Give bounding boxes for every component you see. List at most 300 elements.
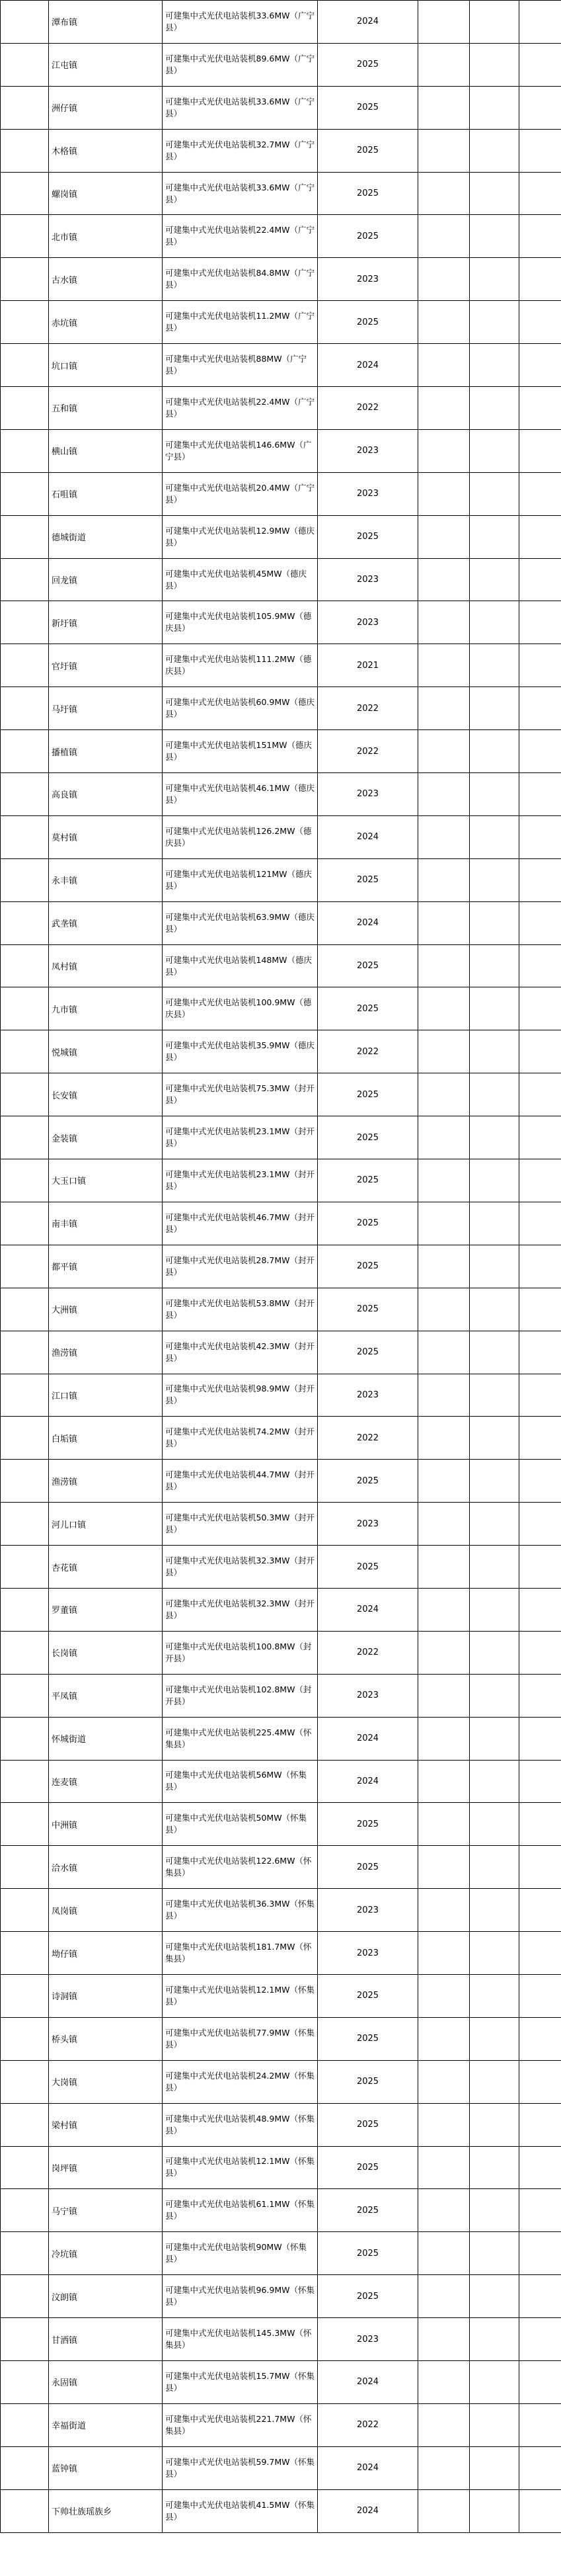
index-cell[interactable] (1, 2060, 49, 2103)
description-cell[interactable]: 可建集中式光伏电站装机35.9MW（德庆县） (163, 1030, 318, 1073)
index-cell[interactable] (1, 1245, 49, 1288)
index-cell[interactable] (1, 1, 49, 44)
empty-cell[interactable] (470, 43, 519, 86)
town-cell[interactable]: 渔涝镇 (49, 1331, 163, 1374)
index-cell[interactable] (1, 515, 49, 558)
empty-cell[interactable] (470, 1803, 519, 1846)
year-cell[interactable]: 2023 (318, 1374, 418, 1417)
year-cell[interactable]: 2024 (318, 2360, 418, 2403)
town-cell[interactable]: 下帅壮族瑶族乡 (49, 2489, 163, 2532)
empty-cell[interactable] (470, 901, 519, 944)
empty-cell[interactable] (418, 172, 470, 215)
index-cell[interactable] (1, 429, 49, 472)
description-cell[interactable]: 可建集中式光伏电站装机46.1MW（德庆县） (163, 773, 318, 816)
empty-cell[interactable] (519, 2103, 561, 2146)
empty-cell[interactable] (470, 344, 519, 387)
empty-cell[interactable] (418, 1889, 470, 1932)
empty-cell[interactable] (470, 815, 519, 858)
description-cell[interactable]: 可建集中式光伏电站装机15.7MW（怀集县） (163, 2360, 318, 2403)
year-cell[interactable]: 2025 (318, 2146, 418, 2189)
empty-cell[interactable] (418, 301, 470, 344)
description-cell[interactable]: 可建集中式光伏电站装机75.3MW（封开县） (163, 1073, 318, 1116)
empty-cell[interactable] (418, 2060, 470, 2103)
index-cell[interactable] (1, 472, 49, 515)
index-cell[interactable] (1, 1159, 49, 1202)
empty-cell[interactable] (418, 687, 470, 730)
description-cell[interactable]: 可建集中式光伏电站装机53.8MW（封开县） (163, 1288, 318, 1331)
town-cell[interactable]: 洽水镇 (49, 1846, 163, 1889)
town-cell[interactable]: 坑口镇 (49, 344, 163, 387)
empty-cell[interactable] (470, 2232, 519, 2275)
empty-cell[interactable] (470, 2275, 519, 2318)
year-cell[interactable]: 2021 (318, 644, 418, 687)
description-cell[interactable]: 可建集中式光伏电站装机45MW（德庆县） (163, 558, 318, 601)
description-cell[interactable]: 可建集中式光伏电站装机96.9MW（怀集县） (163, 2275, 318, 2318)
empty-cell[interactable] (418, 1202, 470, 1245)
index-cell[interactable] (1, 644, 49, 687)
index-cell[interactable] (1, 601, 49, 644)
description-cell[interactable]: 可建集中式光伏电站装机12.9MW（德庆县） (163, 515, 318, 558)
empty-cell[interactable] (418, 2017, 470, 2060)
empty-cell[interactable] (418, 1030, 470, 1073)
empty-cell[interactable] (418, 1159, 470, 1202)
empty-cell[interactable] (470, 429, 519, 472)
empty-cell[interactable] (470, 1503, 519, 1546)
empty-cell[interactable] (519, 1331, 561, 1374)
empty-cell[interactable] (470, 472, 519, 515)
town-cell[interactable]: 石咀镇 (49, 472, 163, 515)
index-cell[interactable] (1, 1417, 49, 1460)
index-cell[interactable] (1, 1073, 49, 1116)
empty-cell[interactable] (519, 2275, 561, 2318)
empty-cell[interactable] (519, 987, 561, 1030)
town-cell[interactable]: 都平镇 (49, 1245, 163, 1288)
description-cell[interactable]: 可建集中式光伏电站装机126.2MW（德庆县） (163, 815, 318, 858)
empty-cell[interactable] (519, 1159, 561, 1202)
description-cell[interactable]: 可建集中式光伏电站装机24.2MW（怀集县） (163, 2060, 318, 2103)
description-cell[interactable]: 可建集中式光伏电站装机42.3MW（封开县） (163, 1331, 318, 1374)
empty-cell[interactable] (470, 1932, 519, 1975)
empty-cell[interactable] (470, 1546, 519, 1589)
empty-cell[interactable] (470, 1417, 519, 1460)
empty-cell[interactable] (418, 601, 470, 644)
year-cell[interactable]: 2022 (318, 1417, 418, 1460)
empty-cell[interactable] (470, 215, 519, 258)
empty-cell[interactable] (519, 1546, 561, 1589)
town-cell[interactable]: 赤坑镇 (49, 301, 163, 344)
empty-cell[interactable] (418, 1288, 470, 1331)
empty-cell[interactable] (519, 901, 561, 944)
index-cell[interactable] (1, 858, 49, 901)
index-cell[interactable] (1, 2489, 49, 2532)
year-cell[interactable]: 2023 (318, 1674, 418, 1717)
empty-cell[interactable] (418, 2146, 470, 2189)
empty-cell[interactable] (418, 1760, 470, 1803)
index-cell[interactable] (1, 1460, 49, 1503)
year-cell[interactable]: 2025 (318, 1974, 418, 2017)
empty-cell[interactable] (519, 1417, 561, 1460)
year-cell[interactable]: 2025 (318, 2189, 418, 2232)
empty-cell[interactable] (418, 258, 470, 301)
year-cell[interactable]: 2025 (318, 1803, 418, 1846)
year-cell[interactable]: 2025 (318, 1073, 418, 1116)
empty-cell[interactable] (470, 1030, 519, 1073)
empty-cell[interactable] (470, 773, 519, 816)
town-cell[interactable]: 播植镇 (49, 730, 163, 773)
index-cell[interactable] (1, 2146, 49, 2189)
empty-cell[interactable] (418, 86, 470, 129)
empty-cell[interactable] (470, 2489, 519, 2532)
year-cell[interactable]: 2023 (318, 429, 418, 472)
index-cell[interactable] (1, 1503, 49, 1546)
empty-cell[interactable] (418, 1073, 470, 1116)
empty-cell[interactable] (470, 1717, 519, 1760)
year-cell[interactable]: 2024 (318, 2446, 418, 2489)
empty-cell[interactable] (519, 1932, 561, 1975)
year-cell[interactable]: 2025 (318, 2232, 418, 2275)
town-cell[interactable]: 马宁镇 (49, 2189, 163, 2232)
empty-cell[interactable] (519, 601, 561, 644)
year-cell[interactable]: 2025 (318, 301, 418, 344)
year-cell[interactable]: 2025 (318, 86, 418, 129)
year-cell[interactable]: 2025 (318, 215, 418, 258)
year-cell[interactable]: 2024 (318, 2489, 418, 2532)
empty-cell[interactable] (519, 644, 561, 687)
description-cell[interactable]: 可建集中式光伏电站装机63.9MW（德庆县） (163, 901, 318, 944)
empty-cell[interactable] (470, 86, 519, 129)
description-cell[interactable]: 可建集中式光伏电站装机12.1MW（怀集县） (163, 1974, 318, 2017)
town-cell[interactable]: 大玉口镇 (49, 1159, 163, 1202)
index-cell[interactable] (1, 1288, 49, 1331)
empty-cell[interactable] (470, 1, 519, 44)
empty-cell[interactable] (470, 1460, 519, 1503)
town-cell[interactable]: 诗洞镇 (49, 1974, 163, 2017)
index-cell[interactable] (1, 1889, 49, 1932)
description-cell[interactable]: 可建集中式光伏电站装机28.7MW（封开县） (163, 1245, 318, 1288)
town-cell[interactable]: 大洲镇 (49, 1288, 163, 1331)
empty-cell[interactable] (470, 1374, 519, 1417)
year-cell[interactable]: 2025 (318, 1116, 418, 1159)
year-cell[interactable]: 2023 (318, 472, 418, 515)
description-cell[interactable]: 可建集中式光伏电站装机100.8MW（封开县） (163, 1631, 318, 1674)
year-cell[interactable]: 2025 (318, 1460, 418, 1503)
town-cell[interactable]: 蓝钟镇 (49, 2446, 163, 2489)
description-cell[interactable]: 可建集中式光伏电站装机48.9MW（怀集县） (163, 2103, 318, 2146)
description-cell[interactable]: 可建集中式光伏电站装机98.9MW（封开县） (163, 1374, 318, 1417)
empty-cell[interactable] (519, 1202, 561, 1245)
description-cell[interactable]: 可建集中式光伏电站装机77.9MW（怀集县） (163, 2017, 318, 2060)
town-cell[interactable]: 马圩镇 (49, 687, 163, 730)
index-cell[interactable] (1, 1974, 49, 2017)
empty-cell[interactable] (470, 301, 519, 344)
empty-cell[interactable] (418, 1974, 470, 2017)
year-cell[interactable]: 2023 (318, 2318, 418, 2361)
index-cell[interactable] (1, 2446, 49, 2489)
year-cell[interactable]: 2025 (318, 987, 418, 1030)
year-cell[interactable]: 2025 (318, 1288, 418, 1331)
empty-cell[interactable] (519, 2189, 561, 2232)
empty-cell[interactable] (418, 1631, 470, 1674)
description-cell[interactable]: 可建集中式光伏电站装机56MW（怀集县） (163, 1760, 318, 1803)
empty-cell[interactable] (418, 2403, 470, 2446)
empty-cell[interactable] (519, 1674, 561, 1717)
year-cell[interactable]: 2025 (318, 2017, 418, 2060)
description-cell[interactable]: 可建集中式光伏电站装机88MW（广宁县） (163, 344, 318, 387)
town-cell[interactable]: 洲仔镇 (49, 86, 163, 129)
year-cell[interactable]: 2025 (318, 1159, 418, 1202)
description-cell[interactable]: 可建集中式光伏电站装机32.7MW（广宁县） (163, 129, 318, 172)
town-cell[interactable]: 凤岗镇 (49, 1889, 163, 1932)
empty-cell[interactable] (418, 1588, 470, 1631)
empty-cell[interactable] (519, 301, 561, 344)
empty-cell[interactable] (470, 644, 519, 687)
index-cell[interactable] (1, 301, 49, 344)
empty-cell[interactable] (418, 2446, 470, 2489)
year-cell[interactable]: 2024 (318, 901, 418, 944)
empty-cell[interactable] (470, 2017, 519, 2060)
empty-cell[interactable] (418, 1932, 470, 1975)
index-cell[interactable] (1, 1631, 49, 1674)
town-cell[interactable]: 凤村镇 (49, 944, 163, 987)
town-cell[interactable]: 连麦镇 (49, 1760, 163, 1803)
empty-cell[interactable] (418, 1546, 470, 1589)
empty-cell[interactable] (418, 901, 470, 944)
description-cell[interactable]: 可建集中式光伏电站装机122.6MW（怀集县） (163, 1846, 318, 1889)
empty-cell[interactable] (470, 1588, 519, 1631)
year-cell[interactable]: 2025 (318, 1846, 418, 1889)
empty-cell[interactable] (519, 215, 561, 258)
town-cell[interactable]: 北市镇 (49, 215, 163, 258)
description-cell[interactable]: 可建集中式光伏电站装机41.5MW（怀集县） (163, 2489, 318, 2532)
empty-cell[interactable] (519, 1374, 561, 1417)
empty-cell[interactable] (519, 172, 561, 215)
description-cell[interactable]: 可建集中式光伏电站装机84.8MW（广宁县） (163, 258, 318, 301)
year-cell[interactable]: 2022 (318, 1030, 418, 1073)
town-cell[interactable]: 莫村镇 (49, 815, 163, 858)
town-cell[interactable]: 永丰镇 (49, 858, 163, 901)
description-cell[interactable]: 可建集中式光伏电站装机151MW（德庆县） (163, 730, 318, 773)
town-cell[interactable]: 白垢镇 (49, 1417, 163, 1460)
empty-cell[interactable] (418, 1331, 470, 1374)
index-cell[interactable] (1, 1374, 49, 1417)
empty-cell[interactable] (418, 2318, 470, 2361)
index-cell[interactable] (1, 172, 49, 215)
index-cell[interactable] (1, 2103, 49, 2146)
empty-cell[interactable] (470, 1245, 519, 1288)
description-cell[interactable]: 可建集中式光伏电站装机22.4MW（广宁县） (163, 387, 318, 430)
year-cell[interactable]: 2023 (318, 1932, 418, 1975)
empty-cell[interactable] (519, 1588, 561, 1631)
year-cell[interactable]: 2023 (318, 773, 418, 816)
empty-cell[interactable] (418, 1717, 470, 1760)
empty-cell[interactable] (519, 1846, 561, 1889)
empty-cell[interactable] (519, 1073, 561, 1116)
empty-cell[interactable] (519, 1631, 561, 1674)
town-cell[interactable]: 大岗镇 (49, 2060, 163, 2103)
description-cell[interactable]: 可建集中式光伏电站装机36.3MW（怀集县） (163, 1889, 318, 1932)
empty-cell[interactable] (470, 172, 519, 215)
description-cell[interactable]: 可建集中式光伏电站装机89.6MW（广宁县） (163, 43, 318, 86)
empty-cell[interactable] (519, 773, 561, 816)
empty-cell[interactable] (470, 1202, 519, 1245)
empty-cell[interactable] (418, 344, 470, 387)
empty-cell[interactable] (519, 1116, 561, 1159)
empty-cell[interactable] (470, 515, 519, 558)
empty-cell[interactable] (519, 1245, 561, 1288)
year-cell[interactable]: 2025 (318, 1202, 418, 1245)
empty-cell[interactable] (470, 858, 519, 901)
empty-cell[interactable] (519, 858, 561, 901)
empty-cell[interactable] (519, 558, 561, 601)
description-cell[interactable]: 可建集中式光伏电站装机23.1MW（封开县） (163, 1159, 318, 1202)
town-cell[interactable]: 武垄镇 (49, 901, 163, 944)
empty-cell[interactable] (519, 1974, 561, 2017)
index-cell[interactable] (1, 730, 49, 773)
empty-cell[interactable] (519, 2146, 561, 2189)
year-cell[interactable]: 2025 (318, 515, 418, 558)
description-cell[interactable]: 可建集中式光伏电站装机181.7MW（怀集县） (163, 1932, 318, 1975)
town-cell[interactable]: 五和镇 (49, 387, 163, 430)
town-cell[interactable]: 金装镇 (49, 1116, 163, 1159)
town-cell[interactable]: 坳仔镇 (49, 1932, 163, 1975)
empty-cell[interactable] (418, 644, 470, 687)
index-cell[interactable] (1, 2017, 49, 2060)
empty-cell[interactable] (519, 2318, 561, 2361)
empty-cell[interactable] (519, 258, 561, 301)
empty-cell[interactable] (418, 387, 470, 430)
empty-cell[interactable] (470, 2360, 519, 2403)
empty-cell[interactable] (418, 429, 470, 472)
description-cell[interactable]: 可建集中式光伏电站装机221.7MW（怀集县） (163, 2403, 318, 2446)
empty-cell[interactable] (470, 258, 519, 301)
year-cell[interactable]: 2025 (318, 43, 418, 86)
index-cell[interactable] (1, 901, 49, 944)
index-cell[interactable] (1, 773, 49, 816)
empty-cell[interactable] (519, 815, 561, 858)
town-cell[interactable]: 桥头镇 (49, 2017, 163, 2060)
empty-cell[interactable] (418, 2489, 470, 2532)
index-cell[interactable] (1, 129, 49, 172)
empty-cell[interactable] (519, 429, 561, 472)
empty-cell[interactable] (519, 129, 561, 172)
empty-cell[interactable] (470, 1846, 519, 1889)
empty-cell[interactable] (418, 2189, 470, 2232)
empty-cell[interactable] (519, 730, 561, 773)
town-cell[interactable]: 木格镇 (49, 129, 163, 172)
empty-cell[interactable] (470, 2318, 519, 2361)
town-cell[interactable]: 长安镇 (49, 1073, 163, 1116)
description-cell[interactable]: 可建集中式光伏电站装机11.2MW（广宁县） (163, 301, 318, 344)
description-cell[interactable]: 可建集中式光伏电站装机32.3MW（封开县） (163, 1588, 318, 1631)
index-cell[interactable] (1, 1846, 49, 1889)
town-cell[interactable]: 长岗镇 (49, 1631, 163, 1674)
empty-cell[interactable] (470, 2446, 519, 2489)
description-cell[interactable]: 可建集中式光伏电站装机146.6MW（广宁县） (163, 429, 318, 472)
index-cell[interactable] (1, 2275, 49, 2318)
description-cell[interactable]: 可建集中式光伏电站装机74.2MW（封开县） (163, 1417, 318, 1460)
empty-cell[interactable] (418, 1245, 470, 1288)
empty-cell[interactable] (519, 1717, 561, 1760)
description-cell[interactable]: 可建集中式光伏电站装机46.7MW（封开县） (163, 1202, 318, 1245)
description-cell[interactable]: 可建集中式光伏电站装机33.6MW（广宁县） (163, 86, 318, 129)
town-cell[interactable]: 平凤镇 (49, 1674, 163, 1717)
empty-cell[interactable] (519, 1889, 561, 1932)
town-cell[interactable]: 官圩镇 (49, 644, 163, 687)
description-cell[interactable]: 可建集中式光伏电站装机50MW（怀集县） (163, 1803, 318, 1846)
town-cell[interactable]: 南丰镇 (49, 1202, 163, 1245)
empty-cell[interactable] (470, 1760, 519, 1803)
empty-cell[interactable] (519, 1030, 561, 1073)
index-cell[interactable] (1, 344, 49, 387)
empty-cell[interactable] (519, 2360, 561, 2403)
year-cell[interactable]: 2025 (318, 2103, 418, 2146)
empty-cell[interactable] (418, 987, 470, 1030)
index-cell[interactable] (1, 1546, 49, 1589)
empty-cell[interactable] (470, 1974, 519, 2017)
year-cell[interactable]: 2025 (318, 944, 418, 987)
empty-cell[interactable] (519, 2489, 561, 2532)
town-cell[interactable]: 永固镇 (49, 2360, 163, 2403)
year-cell[interactable]: 2024 (318, 1588, 418, 1631)
empty-cell[interactable] (418, 2275, 470, 2318)
empty-cell[interactable] (519, 86, 561, 129)
town-cell[interactable]: 高良镇 (49, 773, 163, 816)
town-cell[interactable]: 新圩镇 (49, 601, 163, 644)
index-cell[interactable] (1, 43, 49, 86)
index-cell[interactable] (1, 944, 49, 987)
empty-cell[interactable] (418, 2360, 470, 2403)
empty-cell[interactable] (418, 2103, 470, 2146)
index-cell[interactable] (1, 1760, 49, 1803)
index-cell[interactable] (1, 1202, 49, 1245)
description-cell[interactable]: 可建集中式光伏电站装机121MW（德庆县） (163, 858, 318, 901)
index-cell[interactable] (1, 1030, 49, 1073)
index-cell[interactable] (1, 215, 49, 258)
empty-cell[interactable] (418, 1, 470, 44)
empty-cell[interactable] (519, 1460, 561, 1503)
empty-cell[interactable] (470, 129, 519, 172)
description-cell[interactable]: 可建集中式光伏电站装机44.7MW（封开县） (163, 1460, 318, 1503)
empty-cell[interactable] (418, 1116, 470, 1159)
year-cell[interactable]: 2025 (318, 2275, 418, 2318)
empty-cell[interactable] (418, 558, 470, 601)
empty-cell[interactable] (418, 730, 470, 773)
year-cell[interactable]: 2025 (318, 172, 418, 215)
index-cell[interactable] (1, 2403, 49, 2446)
index-cell[interactable] (1, 987, 49, 1030)
empty-cell[interactable] (470, 1116, 519, 1159)
town-cell[interactable]: 横山镇 (49, 429, 163, 472)
description-cell[interactable]: 可建集中式光伏电站装机225.4MW（怀集县） (163, 1717, 318, 1760)
description-cell[interactable]: 可建集中式光伏电站装机32.3MW（封开县） (163, 1546, 318, 1589)
index-cell[interactable] (1, 2232, 49, 2275)
description-cell[interactable]: 可建集中式光伏电站装机111.2MW（德庆县） (163, 644, 318, 687)
empty-cell[interactable] (519, 515, 561, 558)
empty-cell[interactable] (519, 344, 561, 387)
year-cell[interactable]: 2023 (318, 558, 418, 601)
year-cell[interactable]: 2022 (318, 387, 418, 430)
description-cell[interactable]: 可建集中式光伏电站装机33.6MW（广宁县） (163, 1, 318, 44)
description-cell[interactable]: 可建集中式光伏电站装机60.9MW（德庆县） (163, 687, 318, 730)
year-cell[interactable]: 2022 (318, 730, 418, 773)
empty-cell[interactable] (519, 1, 561, 44)
index-cell[interactable] (1, 2318, 49, 2361)
index-cell[interactable] (1, 2360, 49, 2403)
empty-cell[interactable] (418, 944, 470, 987)
description-cell[interactable]: 可建集中式光伏电站装机12.1MW（怀集县） (163, 2146, 318, 2189)
year-cell[interactable]: 2023 (318, 1889, 418, 1932)
town-cell[interactable]: 汶朗镇 (49, 2275, 163, 2318)
